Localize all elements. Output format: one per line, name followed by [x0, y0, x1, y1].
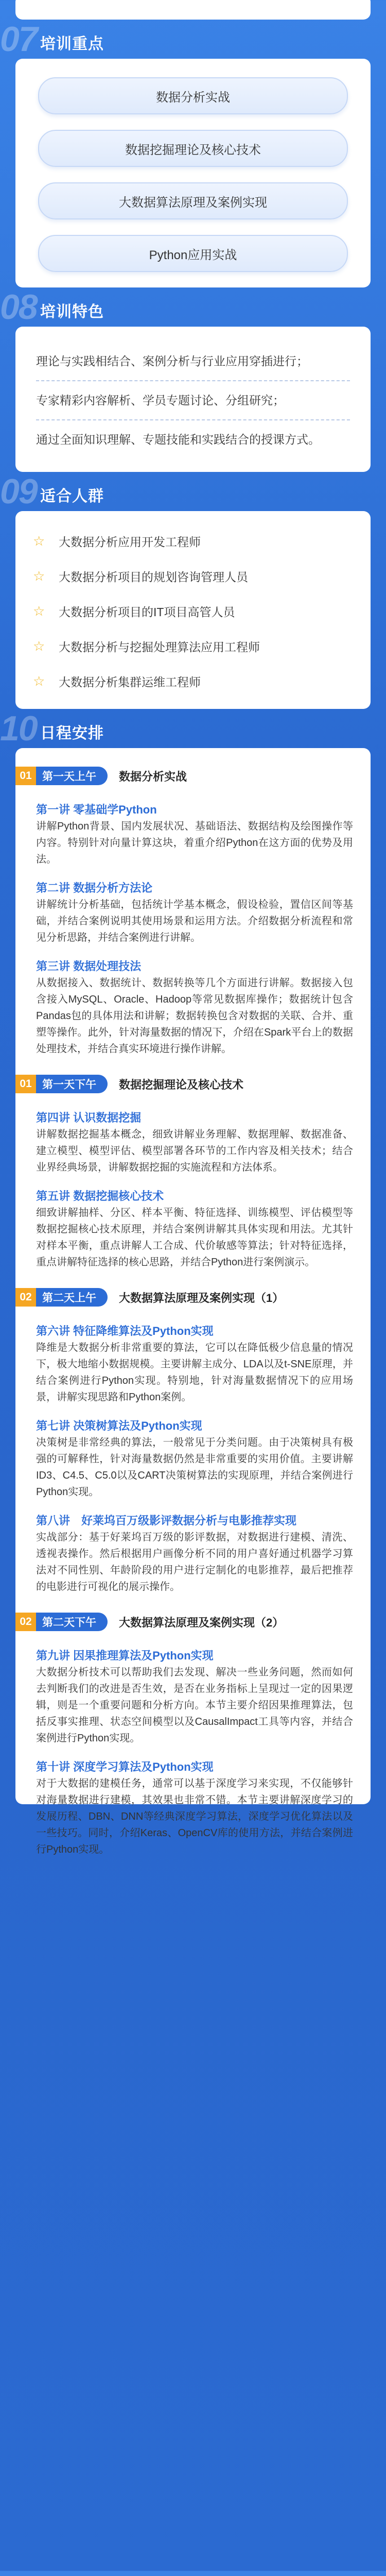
section-08-header: [0, 287, 386, 327]
schedule-card: [15, 748, 371, 1855]
lecture-title: 第七讲 决策树算法及Python实现: [36, 1419, 202, 1432]
day-number: 01: [15, 1075, 36, 1093]
feature-item: 专家精彩内容解析、学员专题讨论、分组研究；: [36, 394, 285, 407]
lecture-title: 第十讲 深度学习算法及Python实现: [36, 1760, 214, 1773]
lecture: [36, 958, 353, 1057]
focus-pill: Python应用实战: [38, 235, 348, 272]
schedule-day: [15, 761, 371, 790]
section-number: 09: [0, 472, 37, 511]
lecture-body: 讲解Python背景、国内发展状况、基础语法、数据结构及绘图操作等内容。特别针对向量计算这块，着重介绍Python在这方面的优势及用法。: [36, 821, 353, 865]
previous-section-card: [15, 0, 371, 20]
schedule-day: [15, 1607, 371, 1636]
audience-item: [33, 629, 353, 664]
day-topic: 数据分析实战: [119, 770, 187, 783]
lecture-body: 对于大数据的建模任务，通常可以基于深度学习来实现，不仅能够针对海量数据进行建模，其效果也非常不错。本节主要讲解深度学习的发展历程、DBN、DNN等经典深度学习算法，深度学习优化算法以及一些技巧。同时，介绍Keras、OpenCV库的使用方法，并结合案例进行Python实现。: [36, 1778, 353, 1855]
day-badge: [15, 767, 108, 785]
section-number: 07: [0, 20, 37, 59]
features-card: [15, 327, 371, 472]
audience-card: [15, 511, 371, 709]
section-number: 10: [0, 709, 37, 748]
section-number: 08: [0, 287, 37, 327]
audience-label: 大数据分析项目的规划咨询管理人员: [59, 570, 248, 584]
lecture-body: 降维是大数据分析非常重要的算法，它可以在降低极少信息量的情况下，极大地缩小数据规模。主要讲解主成分、LDA以及t-SNE原理，并结合案例进行Python实现。特别地，针对海量数据情况下的应用场景，讲解实现思路和Python案例。: [36, 1342, 353, 1403]
star-icon: ☆: [33, 638, 45, 654]
lecture-title: 第九讲 因果推理算法及Python实现: [36, 1649, 214, 1662]
day-label: 第二天下午: [42, 1617, 96, 1629]
audience-item: [33, 558, 353, 594]
section-title: 培训特色: [40, 303, 104, 320]
audience-label: 大数据分析与挖掘处理算法应用工程师: [59, 640, 260, 654]
feature-item: 通过全面知识理解、专题技能和实践结合的授课方式。: [36, 433, 320, 446]
lecture-body: 从数据接入、数据统计、数据转换等几个方面进行讲解。数据接入包含接入MySQL、Oracle、Hadoop等常见数据库操作；数据统计包含Pandas包的具体用法和讲解；数据转换包含对数据的关联、合并、重塑等操作。此外，针对海量数据的情况下，介绍在Spark平台上的数据处理技术，并结合真实环境进行操作讲解。: [36, 977, 353, 1055]
lecture-body: 实战部分：基于好莱坞百万级的影评数据，对数据进行建模、清洗、透视表操作。然后根据用户画像分析不同的用户喜好通过机器学习算法对不同性别、年龄阶段的用户进行定制化的电影推荐，最后把推荐的电影进行可视化的展示操作。: [36, 1532, 353, 1592]
section-09-header: [0, 472, 386, 511]
focus-pill: 大数据算法原理及案例实现: [38, 182, 348, 219]
lecture: [36, 880, 353, 946]
lecture-title: 第四讲 认识数据挖掘: [36, 1111, 142, 1124]
lecture-body: 决策树是非常经典的算法，一般常见于分类问题。由于决策树具有极强的可解释性，针对海量数据仍然是非常重要的实用价值。主要讲解ID3、C4.5、C5.0以及CART决策树算法的实现原理，并结合案例进行Python实现。: [36, 1437, 353, 1498]
audience-label: 大数据分析集群运维工程师: [59, 675, 201, 689]
day-label: 第二天上午: [42, 1292, 96, 1304]
day-number: 02: [15, 1613, 36, 1631]
lecture-title: 第一讲 零基础学Python: [36, 803, 157, 816]
lecture: [36, 1188, 353, 1270]
lecture: [36, 1648, 353, 1747]
schedule-day: [15, 1283, 371, 1312]
focus-pill: 数据分析实战: [38, 77, 348, 114]
focus-pill: 数据挖掘理论及核心技术: [38, 130, 348, 167]
feature-item: 理论与实践相结合、案例分析与行业应用穿插进行；: [36, 354, 308, 368]
section-title: 适合人群: [40, 488, 104, 505]
lecture: [36, 1759, 353, 1858]
star-icon: ☆: [33, 533, 45, 549]
lecture-body: 讲解数据挖掘基本概念，细致讲解业务理解、数据理解、数据准备、建立模型、模型评估、模型部署各环节的工作内容及相关技术；结合业界经典场景，讲解数据挖掘的实施流程和方法体系。: [36, 1129, 353, 1173]
audience-item: [33, 523, 353, 558]
day-topic: 数据挖掘理论及核心技术: [119, 1078, 244, 1091]
lecture: [36, 802, 353, 868]
audience-label: 大数据分析项目的IT项目高管人员: [59, 605, 235, 619]
day-topic: 大数据算法原理及案例实现（2）: [119, 1616, 284, 1629]
lecture-title: 第三讲 数据处理技法: [36, 960, 142, 973]
day-label: 第一天下午: [42, 1079, 96, 1091]
section-title: 培训重点: [40, 36, 104, 53]
lecture: [36, 1323, 353, 1405]
day-label: 第一天上午: [42, 771, 96, 783]
star-icon: ☆: [33, 568, 45, 584]
day-number: 01: [15, 767, 36, 785]
lecture: [36, 1418, 353, 1500]
schedule-day: [15, 1070, 371, 1098]
lecture: [36, 1513, 353, 1595]
star-icon: ☆: [33, 603, 45, 619]
section-07-header: [0, 20, 386, 59]
lecture-body: 讲解统计分析基础，包括统计学基本概念，假设检验，置信区间等基础，并结合案例说明其使用场景和运用方法。介绍数据分析流程和常见分析思路，并结合案例进行讲解。: [36, 899, 353, 943]
day-badge: [15, 1075, 108, 1093]
section-title: 日程安排: [40, 725, 104, 742]
lecture-title: 第六讲 特征降维算法及Python实现: [36, 1325, 214, 1337]
focus-card: [15, 59, 371, 287]
day-badge: [15, 1288, 108, 1307]
lecture-title: 第五讲 数据挖掘核心技术: [36, 1190, 164, 1202]
day-number: 02: [15, 1288, 36, 1307]
day-topic: 大数据算法原理及案例实现（1）: [119, 1291, 284, 1304]
audience-item: [33, 664, 353, 699]
audience-label: 大数据分析应用开发工程师: [59, 535, 201, 549]
lecture-body: 大数据分析技术可以帮助我们去发现、解决一些业务问题，然而如何去判断我们的改进是否生效，是否在业务指标上呈现过一定的因果逻辑，则是一个重要问题和分析方向。本节主要介绍因果推理算法，包括反事实推理、状态空间模型以及CausalImpact工具等内容，并结合案例进行Python实现。: [36, 1667, 353, 1744]
audience-item: [33, 594, 353, 629]
lecture-title: 第八讲 好莱坞百万级影评数据分析与电影推荐实现: [36, 1514, 297, 1527]
lecture-body: 细致讲解抽样、分区、样本平衡、特征选择、训练模型、评估模型等数据挖掘核心技术原理，并结合案例讲解其具体实现和用法。尤其针对样本平衡，重点讲解人工合成、代价敏感等算法；针对特征选择，重点讲解特征选择的核心思路，并结合Python进行案例演示。: [36, 1207, 353, 1268]
star-icon: ☆: [33, 673, 45, 689]
section-10-header: [0, 709, 386, 748]
lecture-title: 第二讲 数据分析方法论: [36, 882, 153, 894]
day-badge: [15, 1613, 108, 1631]
lecture: [36, 1110, 353, 1176]
